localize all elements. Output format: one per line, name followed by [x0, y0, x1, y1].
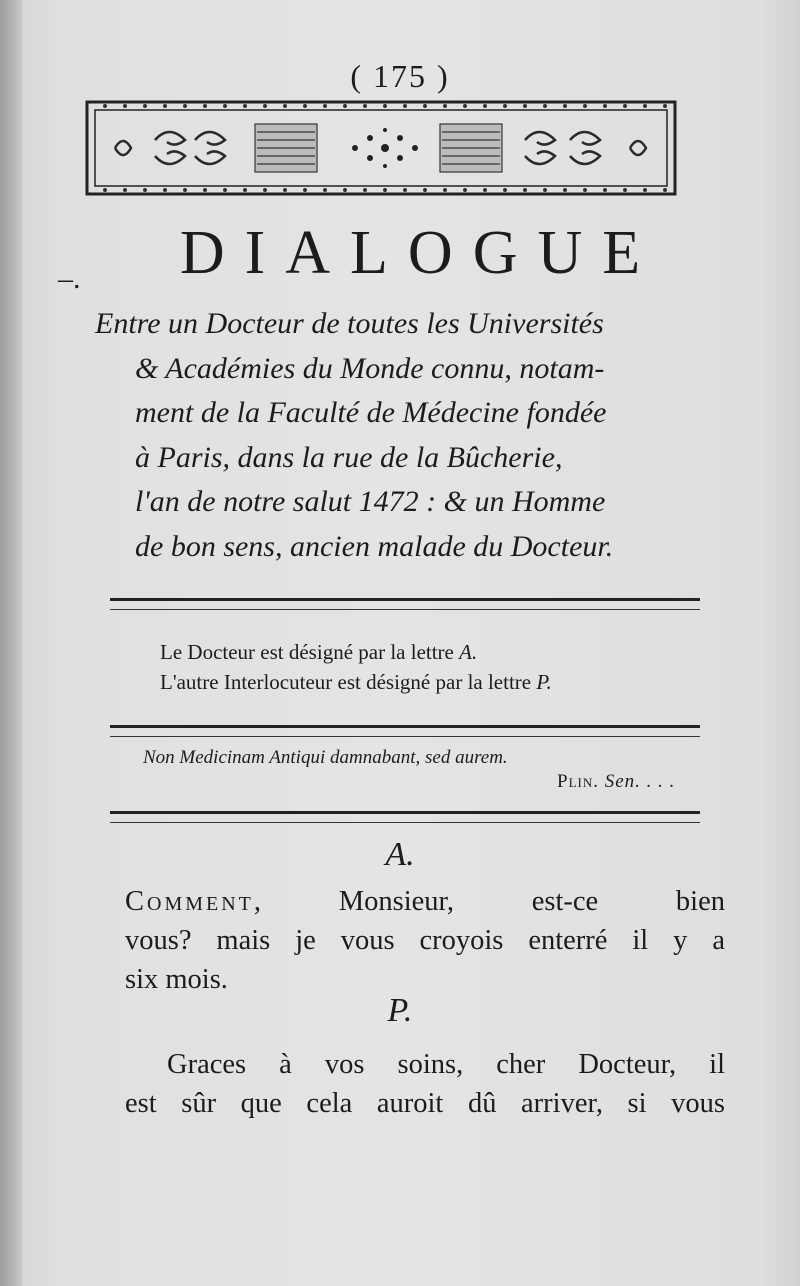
page-number: ( 175 ): [350, 58, 450, 94]
subtitle-line: Entre un Docteur de toutes les Universités: [95, 307, 604, 340]
paragraph-line: est sûr que cela auroit dû arriver, si vous: [125, 1088, 725, 1119]
epigraph: Non Medicinam Antiqui damnabant, sed aurem.: [143, 747, 508, 768]
paragraph-line: Graces à vos soins, cher Docteur, il: [167, 1049, 725, 1080]
dialogue-paragraph: [125, 1045, 725, 1123]
margin-mark: –.: [58, 262, 81, 295]
epigraph-work: Sen. . . .: [604, 771, 676, 792]
divider-rule: [110, 725, 700, 737]
paragraph-line: vous? mais je vous croyois enterré il y a: [125, 925, 725, 956]
speaker-label: P.: [387, 992, 413, 1029]
note-letter: P.: [536, 670, 552, 694]
subtitle-line: ment de la Faculté de Médecine fondée: [135, 396, 607, 429]
paragraph-line: six mois.: [125, 964, 228, 995]
note-text: Le Docteur est désigné par la lettre: [160, 640, 454, 664]
paragraph-line: [125, 882, 725, 921]
decorative-headpiece: [85, 100, 677, 196]
epigraph-attribution: [557, 771, 675, 793]
subtitle-line: à Paris, dans la rue de la Bûcherie,: [135, 440, 563, 474]
epigraph-author: Plin.: [557, 771, 599, 792]
speaker-label: A.: [385, 836, 415, 873]
subtitle-line: de bon sens, ancien malade du Docteur.: [135, 529, 614, 563]
subtitle-line: & Académies du Monde connu, notam-: [135, 351, 605, 385]
opening-word: Comment: [125, 886, 254, 917]
speaker-note: [160, 670, 552, 695]
note-text: L'autre Interlocuteur est désigné par la lettre: [160, 670, 532, 694]
divider-rule: [110, 598, 700, 610]
dialogue-paragraph: [125, 882, 725, 999]
line-text: , Monsieur, est-ce bien: [253, 886, 725, 917]
subtitle: [95, 302, 705, 569]
page-title: DIALOGUE: [179, 219, 661, 287]
page-gutter: [0, 0, 22, 1286]
speaker-note: [160, 640, 477, 665]
subtitle-line: l'an de notre salut 1472 : & un Homme: [135, 485, 606, 518]
note-letter: A.: [459, 640, 478, 664]
divider-rule: [110, 811, 700, 823]
